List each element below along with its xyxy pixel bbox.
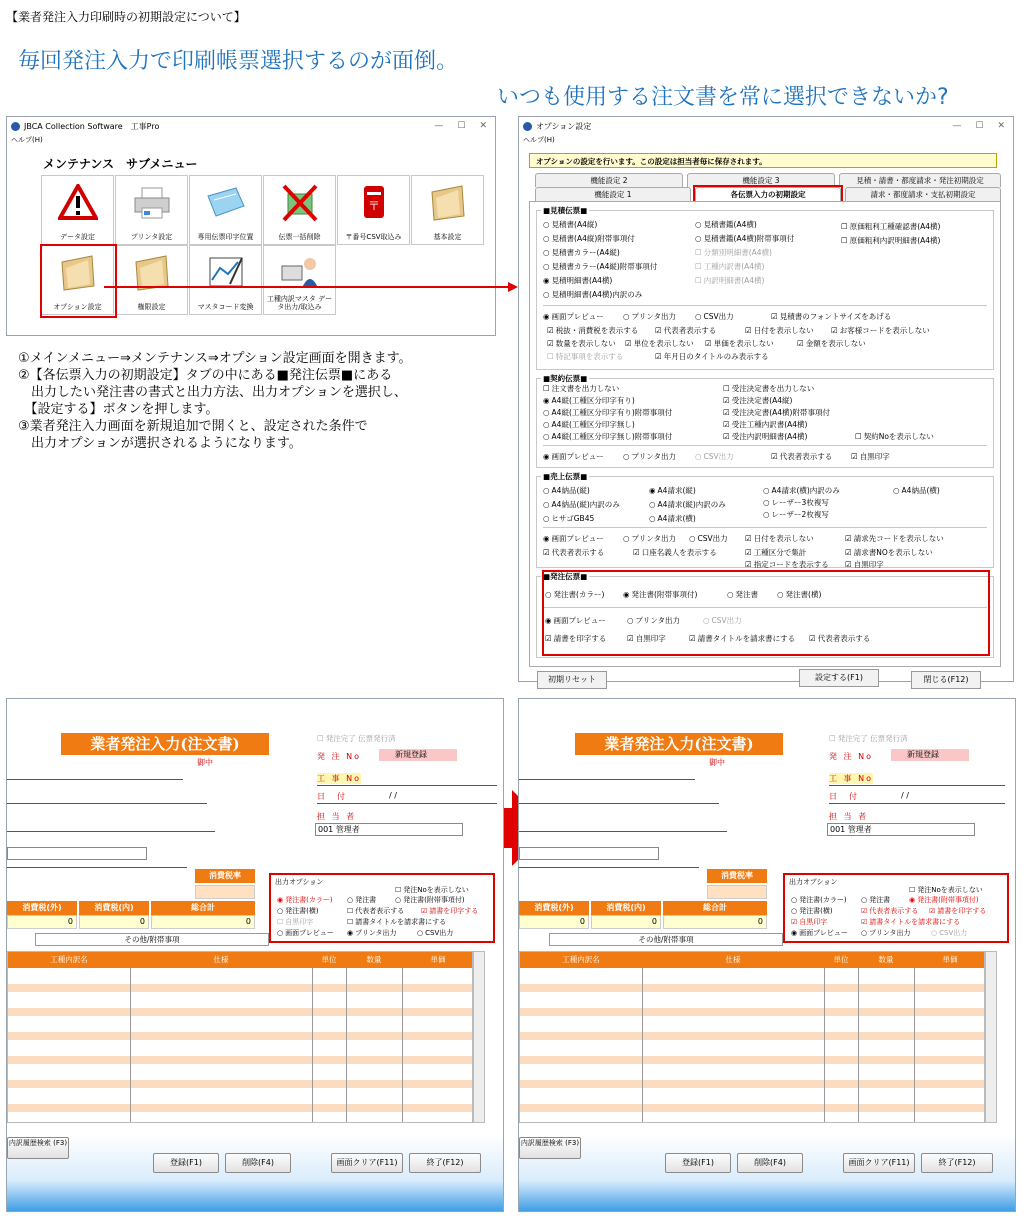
radio-option[interactable]: ○ CSV出力 — [695, 311, 734, 322]
folder-icon — [428, 184, 468, 222]
staff-select[interactable]: 001 管理者 — [315, 823, 463, 836]
total-value: 0 — [151, 915, 255, 929]
tax-in-value: 0 — [591, 915, 661, 929]
checkbox-option[interactable]: ☑ 工種区分で集計 — [745, 547, 806, 558]
radio-option[interactable]: ○ プリンタ出力 — [623, 311, 676, 322]
help-menu[interactable]: ヘルプ(H) — [11, 136, 43, 144]
order-no-label: 発 注 No — [317, 752, 361, 761]
instruction-steps — [18, 350, 412, 452]
delete-icon — [280, 184, 320, 222]
divider — [519, 779, 695, 780]
table-row[interactable] — [520, 1080, 985, 1088]
checkbox-option[interactable]: ☑ 口座名義人を表示する — [633, 547, 717, 558]
step-line: ②【各伝票入力の初期設定】タブの中にある■発注伝票■にある — [18, 368, 393, 383]
checkbox-option[interactable]: ☑ 日付を表示しない — [745, 533, 814, 544]
radio-option[interactable]: ○ A4納品(縦)内訳のみ — [543, 499, 620, 510]
history-search-button[interactable]: 内訳履歴検索 (F3) — [519, 1137, 581, 1159]
tab-function-1[interactable]: 機能設定 1 — [535, 187, 691, 201]
radio-option[interactable]: ◉ 発注書(附帯事項付) — [909, 895, 979, 905]
tile-bulk-delete[interactable] — [263, 175, 336, 245]
tile-master-code[interactable] — [189, 245, 262, 315]
staff-select[interactable]: 001 管理者 — [827, 823, 975, 836]
radio-option[interactable]: ◉ 画面プレビュー — [543, 451, 604, 462]
checkbox-option[interactable]: ☑ 単位を表示しない — [625, 338, 694, 349]
checkbox-option[interactable]: ☑ 請書を印字する — [929, 906, 986, 916]
app-logo-icon — [523, 122, 532, 131]
divider — [7, 867, 187, 868]
option-titlebar — [519, 117, 1013, 135]
checkbox-option[interactable]: ☑ 代表者表示する — [771, 451, 832, 462]
table-row[interactable] — [520, 1056, 985, 1064]
table-row[interactable] — [520, 1008, 985, 1016]
checkbox-option[interactable]: ☐ 注文書を出力しない — [543, 383, 619, 394]
checkbox-option[interactable]: ☐ 発注Noを表示しない — [395, 885, 469, 895]
history-search-button[interactable]: 内訳履歴検索 (F3) — [7, 1137, 69, 1159]
checkbox-option[interactable]: ☑ 代表者表示する — [809, 633, 870, 644]
checkbox-option[interactable]: ☐ 受注決定書を出力しない — [723, 383, 814, 394]
column-header: 数量 — [346, 952, 402, 968]
checkbox-option[interactable]: ☑ 請書を印字する — [545, 633, 606, 644]
tab-estimate-defaults[interactable]: 見積・請書・都度請求・発注初期設定 — [839, 173, 1001, 187]
tile-postal-csv[interactable] — [337, 175, 410, 245]
column-divider — [402, 968, 403, 1122]
checkbox-option[interactable]: ☐ 自黒印字 — [277, 917, 313, 927]
checkbox-option[interactable]: ☐ 請書タイトルを請求書にする — [347, 917, 446, 927]
checkbox-option[interactable]: ☑ 受注工種内訳書(A4横) — [723, 419, 808, 430]
checkbox-option[interactable]: ☑ 受注内訳明細書(A4横) — [723, 431, 808, 442]
radio-option[interactable]: ○ A4納品(横) — [893, 485, 940, 496]
radio-option[interactable]: ○ ヒサゴGB45 — [543, 513, 594, 524]
staff-label: 担 当 者 — [317, 812, 357, 821]
date-label: 日 付 — [317, 792, 347, 801]
onchu-label: 御中 — [197, 758, 213, 767]
checkbox-option[interactable]: ☑ 受注決定書(A4縦) — [723, 395, 793, 406]
delete-button[interactable]: 削除(F4) — [737, 1153, 803, 1173]
group-title: ■見積伝票■ — [543, 206, 588, 215]
maximize-icon[interactable]: ☐ — [457, 121, 466, 131]
radio-option[interactable]: ○ プリンタ出力 — [623, 451, 676, 462]
entry-title: 業者発注入力(注文書) — [61, 733, 269, 755]
radio-option[interactable]: ○ レーザー3枚複写 — [763, 497, 829, 508]
tax-in-value: 0 — [79, 915, 149, 929]
radio-option[interactable]: ○ 発注書(カラー) — [791, 895, 847, 905]
radio-option[interactable]: ◉ プリンタ出力 — [347, 928, 397, 938]
table-row[interactable] — [520, 1104, 985, 1112]
maintenance-window — [6, 116, 496, 336]
checkbox-option[interactable]: ☑ 日付を表示しない — [745, 325, 814, 336]
detail-grid[interactable] — [519, 951, 985, 1123]
window-title: JBCA Collection Software 工事Pro — [24, 121, 160, 131]
radio-option[interactable]: ○ 見積書鑑(A4横) — [695, 219, 757, 230]
order-no-value: 新規登録 — [891, 749, 969, 761]
divider — [519, 831, 727, 832]
table-row[interactable] — [520, 1032, 985, 1040]
checkbox-option[interactable]: ☑ 請書を印字する — [421, 906, 478, 916]
checkbox-option[interactable]: ☐ 代表者表示する — [347, 906, 404, 916]
order-entry-before — [6, 698, 504, 1212]
radio-option[interactable]: ○ 発注書(横) — [791, 906, 833, 916]
radio-option[interactable]: ○ 見積書カラー(A4縦) — [543, 247, 620, 258]
tile-label: マスタコード変換 — [197, 303, 254, 311]
order-entry-after — [518, 698, 1016, 1212]
checkbox-option[interactable]: ☑ 自黒印字 — [845, 559, 884, 570]
checkbox-option[interactable]: ☑ 受注決定書(A4横)附帯事項付 — [723, 407, 830, 418]
date-value[interactable]: / / — [901, 791, 909, 800]
tile-label: 権限設定 — [137, 303, 166, 311]
radio-option[interactable]: ○ CSV出力 — [703, 615, 742, 626]
column-header: 単価 — [402, 952, 473, 968]
checkbox-option[interactable]: ☑ 代表者表示する — [861, 906, 918, 916]
order-no-value: 新規登録 — [379, 749, 457, 761]
step-line: 【設定する】ボタンを押します。 — [18, 402, 219, 417]
tab-other[interactable]: その他/附帯事項 — [35, 933, 269, 946]
radio-option[interactable]: ○ A4縦(工種区分印字無し)附帯事項付 — [543, 431, 672, 442]
divider — [829, 803, 1005, 804]
option-settings-window — [518, 116, 1014, 682]
minimize-icon[interactable]: — — [952, 121, 962, 131]
client-select[interactable] — [519, 847, 659, 860]
table-row[interactable] — [8, 1056, 473, 1064]
column-divider — [312, 968, 313, 1122]
total-header: 総合計 — [151, 901, 255, 915]
close-icon[interactable]: ✕ — [997, 121, 1005, 131]
app-logo-icon — [11, 122, 20, 131]
divider — [829, 785, 1005, 786]
tax-rate-header: 消費税率 — [195, 869, 255, 883]
help-menu[interactable]: ヘルプ(H) — [523, 136, 555, 144]
apply-button[interactable]: 設定する(F1) — [799, 669, 879, 687]
tab-other[interactable]: その他/附帯事項 — [549, 933, 783, 946]
clear-button[interactable]: 画面クリア(F11) — [331, 1153, 403, 1173]
divider — [543, 445, 987, 446]
staff-label: 担 当 者 — [829, 812, 869, 821]
date-value[interactable]: / / — [389, 791, 397, 800]
radio-option[interactable]: ○ CSV出力 — [931, 928, 967, 938]
checkbox-option[interactable]: ☑ 自黒印字 — [791, 917, 827, 927]
radio-option[interactable]: ○ A4請求(横) — [649, 513, 696, 524]
checkbox-option[interactable]: ☑ 請求先コードを表示しない — [845, 533, 944, 544]
tile-printer-settings[interactable] — [115, 175, 188, 245]
footer-bar — [519, 1135, 1015, 1211]
divider — [317, 785, 497, 786]
divider — [543, 305, 987, 306]
column-header: 工種内訳名 — [8, 952, 130, 968]
step-line: 出力オプションが選択されるようになります。 — [18, 436, 302, 451]
column-divider — [824, 968, 825, 1122]
checkbox-option[interactable]: ☐ 原価粗利工種確認書(A4横) — [841, 221, 941, 232]
warning-icon — [58, 184, 98, 222]
radio-option[interactable]: ◉ A4請求(縦) — [649, 485, 696, 496]
tab-function-2[interactable]: 機能設定 2 — [535, 173, 683, 187]
radio-option[interactable]: ◉ 画面プレビュー — [791, 928, 848, 938]
tile-slip-position[interactable] — [189, 175, 262, 245]
contract-group — [536, 374, 994, 468]
client-select[interactable] — [7, 847, 147, 860]
tile-label: データ設定 — [60, 233, 95, 241]
radio-option[interactable]: ◉ 画面プレビュー — [545, 615, 606, 626]
step-line: ③業者発注入力画面を新規追加で開くと、設定された条件で — [18, 419, 368, 434]
register-button[interactable]: 登録(F1) — [153, 1153, 219, 1173]
table-row[interactable] — [8, 1104, 473, 1112]
checkbox-option[interactable]: ☐ 分類別明細書(A4横) — [695, 247, 772, 258]
radio-option[interactable]: ○ A4請求(縦)内訳のみ — [649, 499, 726, 510]
tile-label: 〒番号CSV取込み — [345, 233, 402, 241]
radio-option[interactable]: ◉ 発注書(附帯事項付) — [623, 589, 697, 600]
tax-rate-header: 消費税率 — [707, 869, 767, 883]
checkbox-option[interactable]: ☐ 特記事項を表示する — [547, 351, 623, 362]
divider — [7, 803, 207, 804]
divider — [7, 779, 183, 780]
radio-option[interactable]: ○ 発注書(カラー) — [545, 589, 604, 600]
sales-group — [536, 472, 994, 569]
close-button[interactable]: 閉じる(F12) — [911, 671, 981, 689]
checkbox-option[interactable]: ☐ 原価粗利内訳明細書(A4横) — [841, 235, 941, 246]
arrow-head-icon — [508, 282, 518, 292]
svg-text:〒: 〒 — [367, 199, 381, 213]
register-button[interactable]: 登録(F1) — [665, 1153, 731, 1173]
table-row[interactable] — [8, 1032, 473, 1040]
total-value: 0 — [663, 915, 767, 929]
tax-in-header: 消費税(内) — [79, 901, 149, 915]
reset-button[interactable]: 初期リセット — [537, 671, 607, 689]
minimize-icon[interactable]: — — [434, 121, 444, 131]
tile-label: オプション設定 — [53, 303, 102, 311]
order-group-highlight — [542, 570, 990, 656]
output-options-box — [269, 873, 495, 943]
column-header: 単位 — [824, 952, 858, 968]
divider — [519, 803, 719, 804]
submenu-heading: メンテナンス サブメニュー — [43, 157, 198, 171]
tile-basic-settings[interactable] — [411, 175, 484, 245]
radio-option[interactable]: ○ 発注書(横) — [277, 906, 319, 916]
table-row[interactable] — [8, 984, 473, 992]
radio-option[interactable]: ○ プリンタ出力 — [627, 615, 680, 626]
checkbox-option[interactable]: ☑ 指定コードを表示する — [745, 559, 829, 570]
column-divider — [914, 968, 915, 1122]
column-divider — [858, 968, 859, 1122]
options-panel — [529, 201, 1001, 667]
tile-master-io[interactable] — [263, 245, 336, 315]
grid-scrollbar[interactable] — [985, 951, 997, 1123]
radio-option[interactable]: ○ CSV出力 — [689, 533, 728, 544]
tab-billing-defaults[interactable]: 請求・都度請求・支払初期設定 — [845, 187, 1001, 201]
step-line: ①メインメニュー⇒メンテナンス⇒オプション設定画面を開きます。 — [18, 351, 412, 366]
exit-button[interactable]: 終了(F12) — [409, 1153, 481, 1173]
checkbox-option[interactable]: ☑ 請書タイトルを請求書にする — [689, 633, 795, 644]
radio-option[interactable]: ○ A4納品(縦) — [543, 485, 590, 496]
clear-button[interactable]: 画面クリア(F11) — [843, 1153, 915, 1173]
radio-option[interactable]: ◉ 見積明細書(A4横) — [543, 275, 612, 286]
radio-option[interactable]: ○ プリンタ出力 — [861, 928, 911, 938]
output-options-title: 出力オプション — [789, 878, 838, 886]
project-no-label: 工 事 No — [829, 774, 873, 783]
radio-option[interactable]: ◉ 画面プレビュー — [543, 311, 604, 322]
radio-option[interactable]: ◉ A4縦(工種区分印字有り) — [543, 395, 635, 406]
info-banner: オプションの設定を行います。この設定は担当者毎に保存されます。 — [529, 153, 997, 168]
printer-icon — [132, 184, 172, 222]
tax-out-header: 消費税(外) — [7, 901, 77, 915]
tile-label: 基本設定 — [433, 233, 462, 241]
tax-rate-value[interactable] — [707, 885, 767, 899]
column-header: 仕様 — [642, 952, 824, 968]
checkbox-option[interactable]: ☑ 請書タイトルを請求書にする — [861, 917, 960, 927]
checkbox-option[interactable]: ☐ 契約Noを表示しない — [855, 431, 934, 442]
radio-option[interactable]: ○ CSV出力 — [417, 928, 453, 938]
group-title: ■発注伝票■ — [543, 572, 588, 581]
checkbox-option[interactable]: ☑ 請求書NOを表示しない — [845, 547, 933, 558]
arrow-line — [104, 286, 512, 288]
radio-option[interactable]: ○ 見積書(A4縦) — [543, 219, 597, 230]
estimate-group — [536, 206, 994, 370]
radio-option[interactable]: ○ レーザー2枚複写 — [763, 509, 829, 520]
divider — [543, 527, 987, 528]
delete-button[interactable]: 削除(F4) — [225, 1153, 291, 1173]
checkbox-option[interactable]: ☑ 年月日のタイトルのみ表示する — [655, 351, 769, 362]
headline-2: いつも使用する注文書を常に選択できないか? — [497, 85, 949, 110]
maintenance-titlebar — [7, 117, 495, 135]
output-options-box — [783, 873, 1009, 943]
radio-option[interactable]: ○ プリンタ出力 — [623, 533, 676, 544]
footer-bar — [7, 1135, 503, 1211]
radio-option[interactable]: ○ 発注書(横) — [777, 589, 821, 600]
detail-grid[interactable] — [7, 951, 473, 1123]
tile-label: プリンタ設定 — [130, 233, 173, 241]
close-icon[interactable]: ✕ — [479, 121, 487, 131]
radio-option[interactable]: ◉ 画面プレビュー — [543, 533, 604, 544]
maximize-icon[interactable]: ☐ — [975, 121, 984, 131]
headline-1: 毎回発注入力で印刷帳票選択するのが面倒。 — [18, 49, 459, 74]
step-line: 出力したい発注書の書式と出力方法、出力オプションを選択し、 — [18, 385, 407, 400]
column-divider — [642, 968, 643, 1122]
tile-label: 専用伝票印字位置 — [197, 233, 254, 241]
checkbox-option[interactable]: ☐ 発注Noを表示しない — [909, 885, 983, 895]
tax-rate-value[interactable] — [195, 885, 255, 899]
tax-out-value: 0 — [519, 915, 589, 929]
window-title: オプション設定 — [536, 121, 592, 131]
divider — [519, 867, 699, 868]
radio-option[interactable]: ○ 見積明細書(A4横)内訳のみ — [543, 289, 642, 300]
tile-data-settings[interactable] — [41, 175, 114, 245]
option-tile-highlight — [40, 244, 117, 318]
order-done-checkbox[interactable]: ☐ 発注完了 伝票発行済 — [317, 733, 396, 744]
table-row[interactable] — [8, 1080, 473, 1088]
column-header: 数量 — [858, 952, 914, 968]
radio-option[interactable]: ○ A4縦(工種区分印字無し) — [543, 419, 635, 430]
table-row[interactable] — [8, 1008, 473, 1016]
radio-option[interactable]: ○ 発注書 — [727, 589, 758, 600]
grid-scrollbar[interactable] — [473, 951, 485, 1123]
order-no-label: 発 注 No — [829, 752, 873, 761]
onchu-label: 御中 — [709, 758, 725, 767]
column-header: 単価 — [914, 952, 985, 968]
postbox-icon — [354, 184, 394, 222]
column-header: 工種内訳名 — [520, 952, 642, 968]
column-header: 仕様 — [130, 952, 312, 968]
tile-label: 工種内訳マスタ データ出力/取込み — [266, 295, 333, 311]
tax-in-header: 消費税(内) — [591, 901, 661, 915]
checkbox-option[interactable]: ☑ 代表者表示する — [655, 325, 716, 336]
header-note: 【業者発注入力印刷時の初期設定について】 — [6, 10, 246, 24]
radio-option[interactable]: ○ CSV出力 — [695, 451, 734, 462]
checkbox-option[interactable]: ☐ 内訳明細書(A4横) — [695, 275, 765, 286]
radio-option[interactable]: ○ 発注書 — [861, 895, 890, 905]
radio-option[interactable]: ◉ 発注書(カラー) — [277, 895, 333, 905]
radio-option[interactable]: ○ 見積書鑑(A4横)附帯事項付 — [695, 233, 794, 244]
radio-option[interactable]: ○ A4請求(横)内訳のみ — [763, 485, 840, 496]
order-done-checkbox[interactable]: ☐ 発注完了 伝票発行済 — [829, 733, 908, 744]
date-label: 日 付 — [829, 792, 859, 801]
tile-permission-settings[interactable] — [115, 245, 188, 315]
tab-function-3[interactable]: 機能設定 3 — [687, 173, 835, 187]
column-divider — [130, 968, 131, 1122]
checkbox-option[interactable]: ☐ 工種内訳書(A4横) — [695, 261, 765, 272]
group-title: ■売上伝票■ — [543, 472, 588, 481]
radio-option[interactable]: ○ 発注書(附帯事項付) — [395, 895, 465, 905]
checkbox-option[interactable]: ☑ 税抜・消費税を表示する — [547, 325, 638, 336]
tax-out-header: 消費税(外) — [519, 901, 589, 915]
slip-icon — [206, 184, 246, 222]
column-header: 単位 — [312, 952, 346, 968]
checkbox-option[interactable]: ☑ 数量を表示しない — [547, 338, 616, 349]
checkbox-option[interactable]: ☑ 単価を表示しない — [705, 338, 774, 349]
exit-button[interactable]: 終了(F12) — [921, 1153, 993, 1173]
radio-option[interactable]: ○ 画面プレビュー — [277, 928, 334, 938]
radio-option[interactable]: ○ 見積書(A4縦)附帯事項付 — [543, 233, 635, 244]
radio-option[interactable]: ○ 発注書 — [347, 895, 376, 905]
radio-option[interactable]: ○ 見積書カラー(A4縦)附帯事項付 — [543, 261, 657, 272]
checkbox-option[interactable]: ☑ 代表者表示する — [543, 547, 604, 558]
table-row[interactable] — [520, 984, 985, 992]
divider — [317, 803, 497, 804]
divider — [7, 831, 215, 832]
column-divider — [346, 968, 347, 1122]
output-options-title: 出力オプション — [275, 878, 324, 886]
checkbox-option[interactable]: ☑ 自黒印字 — [851, 451, 890, 462]
group-title: ■契約伝票■ — [543, 374, 588, 383]
tab-slip-defaults[interactable]: 各伝票入力の初期設定 — [695, 187, 841, 201]
radio-option[interactable]: ○ A4縦(工種区分印字有り)附帯事項付 — [543, 407, 672, 418]
checkbox-option[interactable]: ☑ 金額を表示しない — [797, 338, 866, 349]
checkbox-option[interactable]: ☑ 自黒印字 — [627, 633, 666, 644]
checkbox-option[interactable]: ☑ お客様コードを表示しない — [831, 325, 930, 336]
tile-label: 伝票一括削除 — [278, 233, 321, 241]
checkbox-option[interactable]: ☑ 見積書のフォントサイズをあげる — [771, 311, 891, 322]
entry-title: 業者発注入力(注文書) — [575, 733, 783, 755]
total-header: 総合計 — [663, 901, 767, 915]
tax-out-value: 0 — [7, 915, 77, 929]
project-no-label: 工 事 No — [317, 774, 361, 783]
